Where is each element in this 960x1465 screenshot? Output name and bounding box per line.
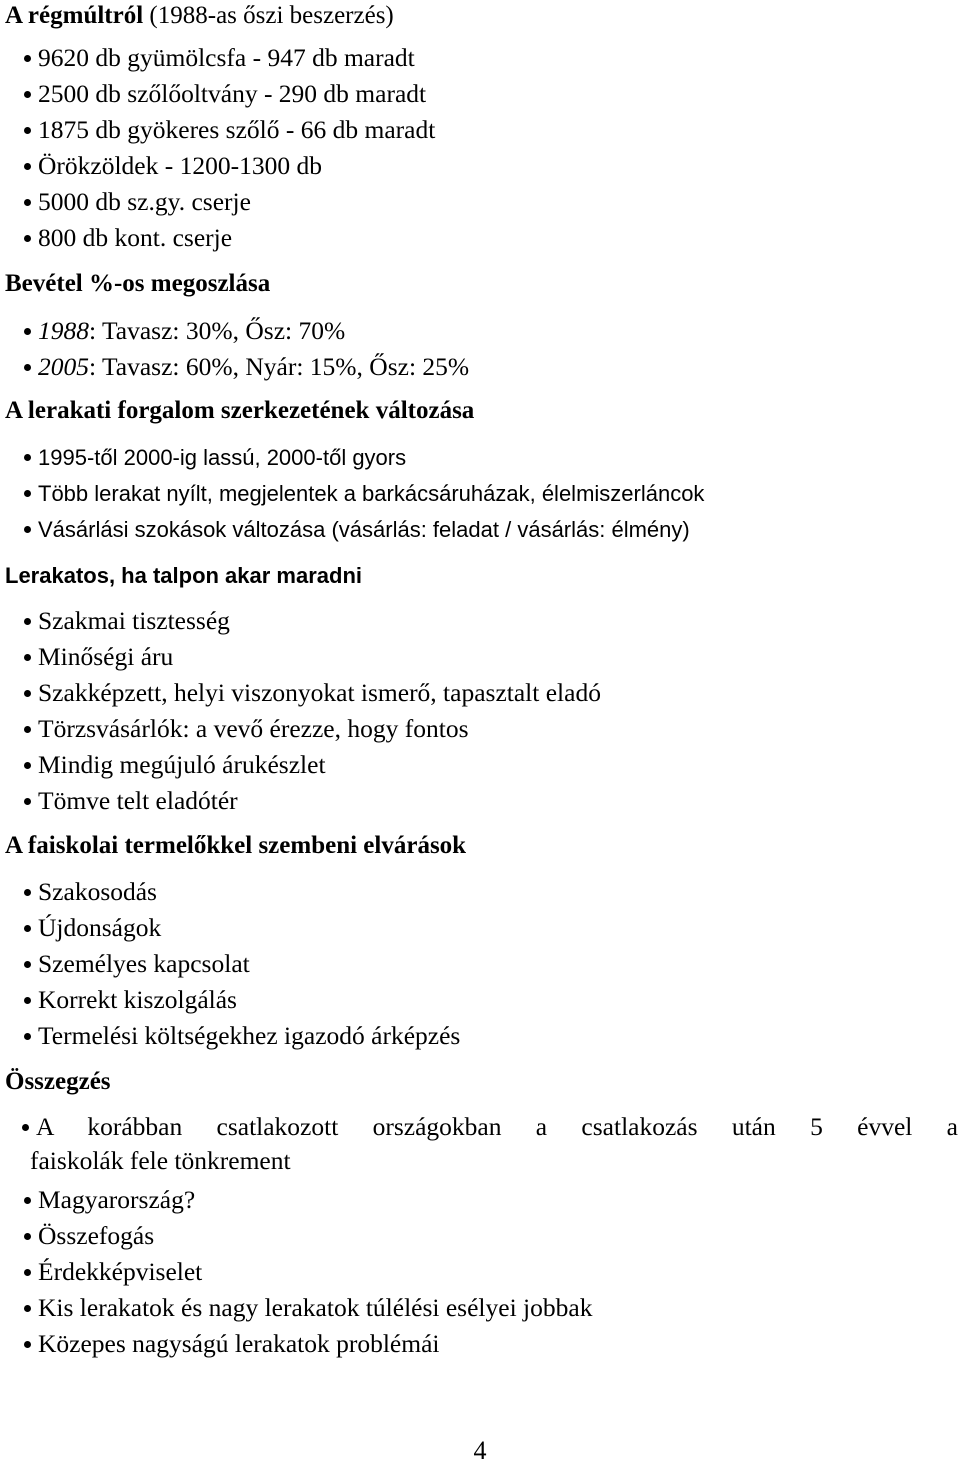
bullet-icon — [24, 151, 38, 181]
bullet-icon — [24, 1329, 38, 1359]
bullet-icon — [24, 115, 38, 145]
list-item-text: Örökzöldek - 1200-1300 db — [38, 151, 322, 180]
list-item — [24, 1185, 960, 1215]
bullet-icon — [24, 187, 38, 217]
bullet-icon — [24, 949, 38, 979]
bullet-icon — [24, 642, 38, 672]
bullet-icon — [24, 479, 38, 509]
list-item — [24, 949, 960, 979]
bullet-icon — [24, 43, 38, 73]
bullet-icon — [24, 985, 38, 1015]
list-item — [24, 750, 960, 780]
bullet-icon — [24, 1293, 38, 1323]
list-item-text: Vásárlási szokások változása (vásárlás: feladat / vásárlás: élmény) — [38, 517, 690, 542]
bullet-icon — [24, 786, 38, 816]
list-item — [24, 1021, 960, 1051]
bullet-icon — [24, 714, 38, 744]
list-item-text: 800 db kont. cserje — [38, 223, 233, 252]
list-item-text: Korrekt kiszolgálás — [38, 985, 237, 1014]
list-item-text: Szakosodás — [38, 877, 157, 906]
bullet-icon — [24, 223, 38, 253]
list-item-text: Közepes nagyságú lerakatok problémái — [38, 1329, 440, 1358]
list-item-text: Termelési költségekhez igazodó árképzés — [38, 1021, 461, 1050]
list-item — [24, 678, 960, 708]
bullet-icon — [24, 877, 38, 907]
list-item-text: 1995-től 2000-ig lassú, 2000-től gyors — [38, 445, 407, 470]
bullet-icon — [24, 79, 38, 109]
list-item — [24, 352, 960, 382]
bullet-icon — [24, 1257, 38, 1287]
page-number: 4 — [473, 1436, 487, 1465]
list-item — [24, 1329, 960, 1359]
list-item — [24, 1221, 960, 1251]
list-item — [24, 985, 960, 1015]
market-heading: A lerakati forgalom szerkezetének változása — [5, 397, 475, 424]
list-item — [24, 1293, 960, 1323]
list-item-text: Érdekképviselet — [38, 1257, 203, 1286]
bullet-icon — [24, 606, 38, 636]
bullet-icon — [24, 1221, 38, 1251]
list-item — [24, 443, 960, 473]
bullet-icon — [22, 1110, 36, 1144]
list-item — [24, 151, 960, 181]
bullet-icon — [24, 678, 38, 708]
list-item-text: Több lerakat nyílt, megjelentek a barkácsáruházak, élelmiszerláncok — [38, 481, 705, 506]
bullet-icon — [24, 913, 38, 943]
list-item — [24, 115, 960, 145]
list-item — [24, 786, 960, 816]
list-item-text: 9620 db gyümölcsfa - 947 db maradt — [38, 43, 415, 72]
long-list-item — [30, 1110, 958, 1178]
history-title-suffix: (1988-as őszi beszerzés) — [143, 2, 394, 29]
list-item — [24, 877, 960, 907]
long-list-item-line1 — [22, 1110, 958, 1144]
list-item — [24, 316, 960, 346]
summary-heading: Összegzés — [5, 1068, 111, 1095]
bullet-icon — [24, 352, 38, 382]
list-item-text: Szakmai tisztesség — [38, 606, 230, 635]
bullet-icon — [24, 1185, 38, 1215]
list-item-text: : Tavasz: 30%, Ősz: 70% — [89, 316, 346, 345]
list-item — [24, 606, 960, 636]
list-item-text: Összefogás — [38, 1221, 155, 1250]
year-label: 1988 — [38, 316, 89, 345]
bullet-icon — [24, 443, 38, 473]
list-item-text: A korábban csatlakozott országokban a csatlakozás után 5 évvel a — [36, 1112, 958, 1141]
list-item-text: Törzsvásárlók: a vevő érezze, hogy fontos — [38, 714, 469, 743]
list-item-text: : Tavasz: 60%, Nyár: 15%, Ősz: 25% — [89, 352, 470, 381]
list-item-text: 1875 db gyökeres szőlő - 66 db maradt — [38, 115, 436, 144]
expectations-heading: A faiskolai termelőkkel szembeni elvárások — [5, 832, 467, 859]
list-item-text: Személyes kapcsolat — [38, 949, 250, 978]
bullet-icon — [24, 515, 38, 545]
list-item-text: Mindig megújuló árukészlet — [38, 750, 326, 779]
list-item — [24, 79, 960, 109]
list-item-text: Kis lerakatok és nagy lerakatok túlélési esélyei jobbak — [38, 1293, 593, 1322]
bullet-icon — [24, 750, 38, 780]
history-title: A régmúltról — [5, 2, 144, 29]
list-item — [24, 913, 960, 943]
list-item — [24, 1257, 960, 1287]
list-item-text: 2500 db szőlőoltvány - 290 db maradt — [38, 79, 427, 108]
list-item-text: Szakképzett, helyi viszonyokat ismerő, tapasztalt eladó — [38, 678, 601, 707]
list-item — [24, 187, 960, 217]
list-item — [24, 223, 960, 253]
long-list-item-line2: faiskolák fele tönkrement — [30, 1146, 291, 1175]
list-item — [24, 43, 960, 73]
list-item-text: Tömve telt eladótér — [38, 786, 238, 815]
bullet-icon — [24, 316, 38, 346]
list-item — [24, 515, 960, 545]
list-item-text: Újdonságok — [38, 913, 162, 942]
list-item-text: Magyarország? — [38, 1185, 196, 1214]
revenue-heading: Bevétel %-os megoszlása — [5, 270, 271, 297]
bullet-icon — [24, 1021, 38, 1051]
list-item — [24, 479, 960, 509]
history-heading — [5, 2, 394, 30]
list-item-text: Minőségi áru — [38, 642, 174, 671]
year-label: 2005 — [38, 352, 89, 381]
list-item — [24, 714, 960, 744]
list-item-text: 5000 db sz.gy. cserje — [38, 187, 251, 216]
survival-heading: Lerakatos, ha talpon akar maradni — [5, 563, 363, 588]
list-item — [24, 642, 960, 672]
